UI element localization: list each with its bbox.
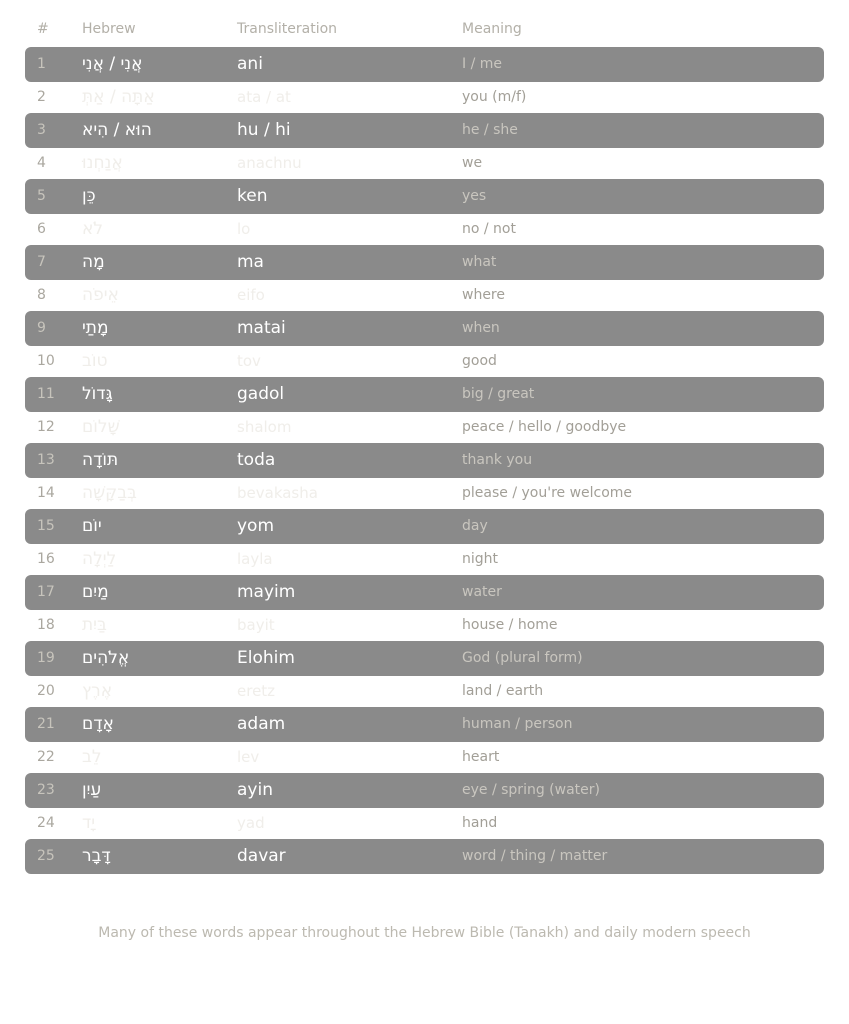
row-number: 10	[37, 353, 55, 369]
table-row	[25, 707, 824, 742]
row-number: 16	[37, 551, 55, 567]
meaning: hand	[462, 815, 498, 831]
row-number: 8	[37, 287, 46, 303]
hebrew-word: בַּיִת	[82, 615, 107, 635]
table-row	[25, 542, 824, 577]
row-number: 25	[37, 848, 55, 864]
meaning: house / home	[462, 617, 558, 633]
transliteration: ata / at	[237, 88, 291, 106]
meaning: land / earth	[462, 683, 544, 699]
row-number: 14	[37, 485, 55, 501]
meaning: yes	[462, 188, 487, 204]
transliteration: bevakasha	[237, 484, 318, 502]
transliteration: davar	[237, 846, 286, 866]
meaning: eye / spring (water)	[462, 782, 600, 798]
table-row	[25, 740, 824, 775]
hebrew-word: טוֹב	[82, 351, 108, 371]
table-row	[25, 47, 824, 82]
row-number: 11	[37, 386, 55, 402]
table-row	[25, 773, 824, 808]
table-row	[25, 344, 824, 379]
hebrew-word: כֵּן	[82, 186, 96, 206]
hebrew-word: מַיִם	[82, 582, 109, 602]
row-number: 3	[37, 122, 46, 138]
transliteration: ken	[237, 186, 268, 206]
table-row	[25, 476, 824, 511]
row-number: 22	[37, 749, 55, 765]
transliteration: ma	[237, 252, 264, 272]
hebrew-word: בְּבַקָּשָׁה	[82, 483, 137, 503]
table-row	[25, 608, 824, 643]
transliteration: eifo	[237, 286, 265, 304]
table-row	[25, 80, 824, 115]
row-number: 24	[37, 815, 55, 831]
meaning: big / great	[462, 386, 535, 402]
hebrew-word: אֶרֶץ	[82, 681, 113, 701]
table-row	[25, 806, 824, 841]
table-row	[25, 311, 824, 346]
header-number: #	[37, 21, 49, 37]
hebrew-word: גָּדוֹל	[82, 384, 113, 404]
footer-note: Many of these words appear throughout the Hebrew Bible (Tanakh) and daily modern speech	[98, 925, 751, 941]
row-number: 4	[37, 155, 46, 171]
transliteration: gadol	[237, 384, 285, 404]
transliteration: yad	[237, 814, 265, 832]
table-row	[25, 278, 824, 313]
table-row	[25, 179, 824, 214]
table-row	[25, 674, 824, 709]
transliteration: yom	[237, 516, 275, 536]
meaning: word / thing / matter	[462, 848, 608, 864]
table-row	[25, 509, 824, 544]
meaning: night	[462, 551, 499, 567]
meaning: I / me	[462, 56, 502, 72]
meaning: he / she	[462, 122, 518, 138]
meaning: no / not	[462, 221, 516, 237]
meaning: human / person	[462, 716, 573, 732]
meaning: where	[462, 287, 505, 303]
hebrew-word: אָדָם	[82, 714, 114, 734]
table-row	[25, 839, 824, 874]
hebrew-word: שָׁלוֹם	[82, 417, 120, 437]
hebrew-word: אֱלֹהִים	[82, 648, 130, 668]
hebrew-word: דָּבָר	[82, 846, 111, 866]
row-number: 9	[37, 320, 46, 336]
table-header	[25, 18, 824, 42]
hebrew-word: תּוֹדָה	[82, 450, 119, 470]
transliteration: mayim	[237, 582, 296, 602]
table-row	[25, 575, 824, 610]
row-number: 7	[37, 254, 46, 270]
row-number: 23	[37, 782, 55, 798]
table-body	[25, 47, 824, 874]
row-number: 6	[37, 221, 46, 237]
transliteration: shalom	[237, 418, 292, 436]
hebrew-word: מָתַי	[82, 318, 109, 338]
hebrew-word: אֵיפֹה	[82, 285, 119, 305]
hebrew-word: יוֹם	[82, 516, 102, 536]
transliteration: tov	[237, 352, 261, 370]
transliteration: toda	[237, 450, 276, 470]
row-number: 17	[37, 584, 55, 600]
hebrew-word: לֵב	[82, 747, 102, 767]
row-number: 19	[37, 650, 55, 666]
meaning: we	[462, 155, 483, 171]
transliteration: matai	[237, 318, 286, 338]
table-row	[25, 410, 824, 445]
row-number: 1	[37, 56, 46, 72]
meaning: good	[462, 353, 497, 369]
row-number: 5	[37, 188, 46, 204]
meaning: water	[462, 584, 502, 600]
hebrew-word: הוּא / הִיא	[82, 120, 152, 140]
header-meaning: Meaning	[462, 21, 522, 37]
transliteration: ayin	[237, 780, 273, 800]
row-number: 15	[37, 518, 55, 534]
meaning: God (plural form)	[462, 650, 583, 666]
row-number: 12	[37, 419, 55, 435]
meaning: what	[462, 254, 497, 270]
transliteration: bayit	[237, 616, 275, 634]
meaning: heart	[462, 749, 500, 765]
hebrew-word: לֹא	[82, 219, 104, 239]
hebrew-word: אַתָּה / אַתְּ	[82, 87, 155, 107]
transliteration: Elohim	[237, 648, 295, 668]
table-row	[25, 443, 824, 478]
meaning: please / you're welcome	[462, 485, 633, 501]
header-hebrew: Hebrew	[82, 21, 136, 37]
hebrew-word: לַיְלָה	[82, 549, 117, 569]
meaning: peace / hello / goodbye	[462, 419, 627, 435]
hebrew-word: עַיִן	[82, 780, 102, 800]
row-number: 18	[37, 617, 55, 633]
transliteration: anachnu	[237, 154, 302, 172]
row-number: 2	[37, 89, 46, 105]
table-row	[25, 113, 824, 148]
transliteration: eretz	[237, 682, 276, 700]
hebrew-word: אֲנִי / אֲנִי	[82, 54, 143, 74]
meaning: when	[462, 320, 500, 336]
meaning: you (m/f)	[462, 89, 527, 105]
meaning: day	[462, 518, 488, 534]
row-number: 21	[37, 716, 55, 732]
table-row	[25, 212, 824, 247]
row-number: 20	[37, 683, 55, 699]
transliteration: lev	[237, 748, 260, 766]
transliteration: adam	[237, 714, 286, 734]
transliteration: lo	[237, 220, 251, 238]
table-row	[25, 146, 824, 181]
transliteration: hu / hi	[237, 120, 291, 140]
header-transliteration: Transliteration	[237, 21, 338, 37]
hebrew-word: מָה	[82, 252, 105, 272]
row-number: 13	[37, 452, 55, 468]
transliteration: layla	[237, 550, 273, 568]
hebrew-word: אֲנַחְנוּ	[82, 153, 123, 173]
transliteration: ani	[237, 54, 263, 74]
meaning: thank you	[462, 452, 533, 468]
table-row	[25, 245, 824, 280]
table-row	[25, 641, 824, 676]
hebrew-word: יָד	[82, 813, 96, 833]
table-row	[25, 377, 824, 412]
vocabulary-table	[25, 18, 824, 872]
